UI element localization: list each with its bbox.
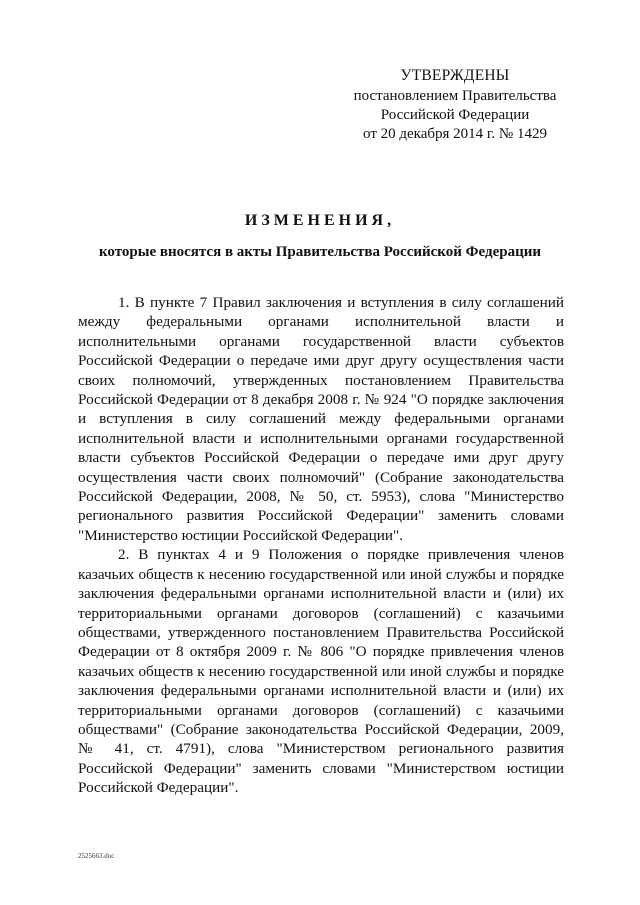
document-title: ИЗМЕНЕНИЯ, [244, 212, 396, 229]
paragraph-2: 2. В пунктах 4 и 9 Положения о порядке привлечения членов казачьих обществ к несению государственной или иной службы и порядке заключения федеральными органами исполнительной власти и (или) их территориальными органами договоров (соглашений) с казачьими обществами, утвержденного постановлением Правительства Российской Федерации от 8 октября 2009 г. № 806 "О порядке привлечения членов казачьих обществ к несению государственной или иной службы и порядке заключения федеральными органами исполнительной власти и (или) их территориальными органами договоров (соглашений) с казачьими обществами" (Собрание законодательства Российской Федерации, 2009, № 41, ст. 4791), слова "Министерством регионального развития Российской Федерации" заменить словами "Министерством юстиции Российской Федерации". [78, 546, 564, 797]
file-name-footer: 2525663.doc [78, 852, 115, 860]
document-subtitle: которые вносятся в акты Правительства Российской Федерации [98, 244, 542, 260]
approval-line-2: Российской Федерации [380, 107, 530, 123]
approval-line-1: постановлением Правительства [353, 88, 557, 104]
document-body [78, 293, 564, 798]
paragraph-1: 1. В пункте 7 Правил заключения и вступления в силу соглашений между федеральными органами исполнительной власти и исполнительными органами государственной власти субъектов Российской Федерации о передаче ими друг другу осуществления части своих полномочий, утвержденных постановлением Правительства Российской Федерации от 8 декабря 2008 г. № 924 "О порядке заключения и вступления в силу соглашений между федеральными органами исполнительной власти и исполнительными органами государственной власти субъектов Российской Федерации о передаче ими друг другу осуществления части своих полномочий" (Собрание законодательства Российской Федерации, 2008, № 50, ст. 5953), слова "Министерство регионального развития Российской Федерации" заменить словами "Министерство юстиции Российской Федерации". [78, 294, 564, 544]
approval-line-3: от 20 декабря 2014 г. № 1429 [363, 126, 547, 142]
approval-heading: УТВЕРЖДЕНЫ [400, 67, 510, 84]
approval-block [330, 66, 580, 144]
